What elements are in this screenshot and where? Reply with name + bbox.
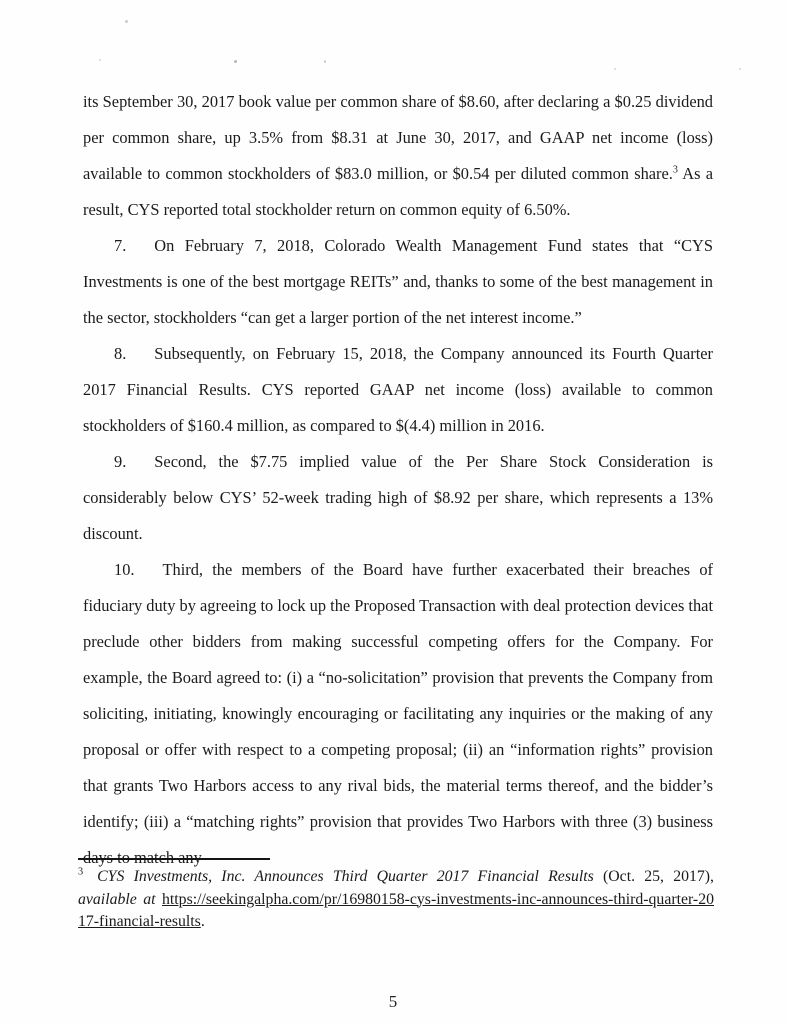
footnote-date-text: (Oct. 25, 2017), [603,868,715,885]
footnote-block [78,858,714,934]
paragraph-number: 7. [114,236,127,255]
paragraph-text: On February 7, 2018, Colorado Wealth Management Fund states that “CYS Investments is one of the best mortgage REITs” and, thanks to some of the best management in the sector, stockholders “can get a larger portion of the net interest income.” [83,236,713,327]
footnote-3 [78,866,714,934]
paragraph-text: Third, the members of the Board have further exacerbated their breaches of fiduciary duty by agreeing to lock up the Proposed Transaction with deal protection devices that preclude other bidders from making successful competing offers for the Company. For example, the Board agreed to: (i) a “no-solicitation” provision that prevents the Company from soliciting, initiating, knowingly encouraging or facilitating any inquiries or the making of any proposal or offer with respect to a competing proposal; (ii) an “information rights” provision that grants Two Harbors access to any rival bids, the material terms thereof, and the bidder’s identify; (iii) a “matching rights” provision that provides Two Harbors with three (3) business days to match any [83,560,713,867]
paragraph-number: 8. [114,344,127,363]
scan-speck [324,60,326,63]
footnote-period: . [200,913,205,930]
footnote-reference-3: 3 [672,164,678,176]
document-body [83,84,713,876]
footnote-marker: 3 [78,866,84,878]
paragraph-number: 9. [114,452,127,471]
continuation-text-after-footnote: As a result, CYS reported total stockholder return on common equity of 6.50%. [83,164,713,219]
footnote-separator [78,858,270,860]
paragraph-9 [83,444,713,552]
paragraph-7 [83,228,713,336]
paragraph-10 [83,552,713,876]
scan-speck [739,68,741,70]
paragraph-8 [83,336,713,444]
continuation-text-before-footnote: its September 30, 2017 book value per common share of $8.60, after declaring a $0.25 dividend per common share, up 3.5% from $8.31 at June 30, 2017, and GAAP net income (loss) available to common stockholders of $83.0 million, or $0.54 per diluted common share. [83,92,713,183]
paragraph-continuation [83,84,713,228]
scan-speck [99,59,101,61]
page-number: 5 [388,992,398,1011]
footnote-date [594,868,603,885]
scan-speck [614,68,616,70]
scan-speck [125,20,128,23]
footnote-case-title: CYS Investments, Inc. Announces Third Quarter 2017 Financial Results [97,868,594,885]
footnote-url-link[interactable]: https://seekingalpha.com/pr/16980158-cys-investments-inc-announces-third-quarter-2017-financial-results [78,890,714,930]
paragraph-number: 10. [114,560,135,579]
paragraph-text: Subsequently, on February 15, 2018, the Company announced its Fourth Quarter 2017 Financial Results. CYS reported GAAP net income (loss) available to common stockholders of $160.4 million, as compared to $(4.4) million in 2016. [83,344,713,435]
footnote-available-at: available at [78,890,156,908]
paragraph-text: Second, the $7.75 implied value of the Per Share Stock Consideration is considerably below CYS’ 52-week trading high of $8.92 per share, which represents a 13% discount. [83,452,713,543]
scan-speck [234,60,237,63]
